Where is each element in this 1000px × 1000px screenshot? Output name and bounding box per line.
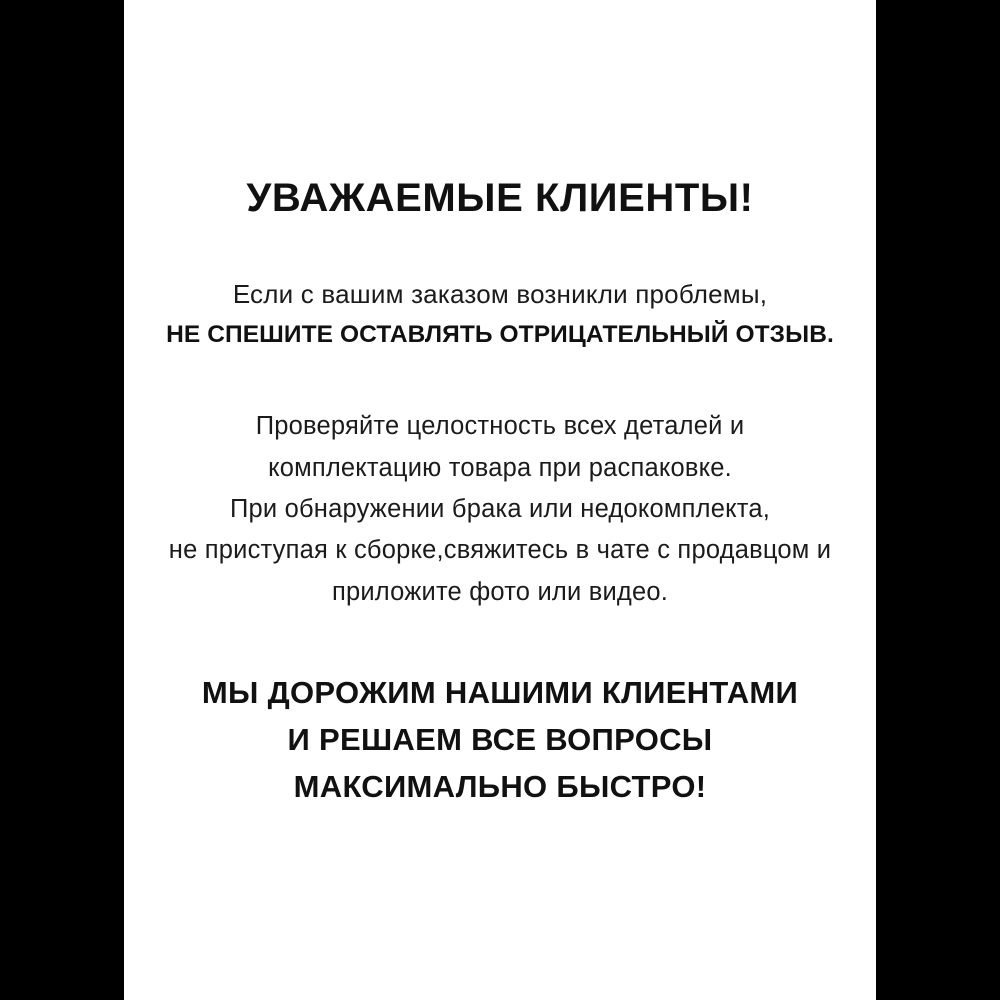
- notice-line: не приступая к сборке,свяжитесь в чате с продавцом и: [168, 536, 832, 565]
- notice-line-emphasis: И РЕШАЕМ ВСЕ ВОПРОСЫ: [287, 722, 713, 758]
- notice-content: [124, 0, 876, 1000]
- notice-sheet: [124, 0, 876, 1000]
- notice-line-emphasis: НЕ СПЕШИТЕ ОСТАВЛЯТЬ ОТРИЦАТЕЛЬНЫЙ ОТЗЫВ.: [166, 320, 834, 348]
- notice-line: Если с вашим заказом возникли проблемы,: [232, 279, 768, 309]
- notice-line: Проверяйте целостность всех деталей и: [255, 412, 745, 441]
- notice-line: комплектацию товара при распаковке.: [268, 453, 732, 482]
- notice-line: При обнаружении брака или недокомплекта,: [229, 495, 770, 524]
- notice-block-instructions: [169, 406, 831, 612]
- notice-line-emphasis: МАКСИМАЛЬНО БЫСТРО!: [293, 769, 707, 805]
- notice-block-promise: [202, 669, 798, 810]
- notice-line: приложите фото или видео.: [331, 577, 669, 606]
- page-title: УВАЖАЕМЫЕ КЛИЕНТЫ!: [246, 176, 754, 220]
- notice-block-problem: [166, 276, 834, 352]
- notice-line-emphasis: МЫ ДОРОЖИМ НАШИМИ КЛИЕНТАМИ: [201, 674, 799, 710]
